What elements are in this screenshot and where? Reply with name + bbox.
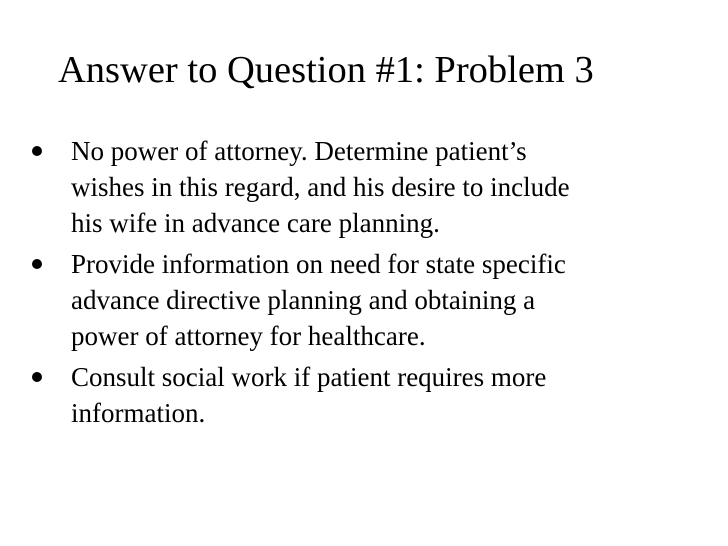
bullet-2-line-3: power of attorney for healthcare. xyxy=(71,321,426,351)
bullet-1-line-2: wishes in this regard, and his desire to include xyxy=(71,172,570,202)
bullet-2-line-2: advance directive planning and obtaining a xyxy=(71,285,536,315)
bullet-dot-icon xyxy=(32,372,42,382)
bullet-3-line-1: Consult social work if patient requires more xyxy=(71,362,547,392)
bullet-list xyxy=(25,133,715,431)
slide-title: Answer to Question #1: Problem 3 xyxy=(58,49,594,91)
bullet-2-line-1: Provide information on need for state specific xyxy=(71,249,566,279)
bullet-3-line-2: information. xyxy=(71,398,206,428)
bullet-1-line-3: his wife in advance care planning. xyxy=(71,208,440,238)
bullet-item-2 xyxy=(25,246,715,354)
bullet-item-1 xyxy=(25,133,715,241)
bullet-dot-icon xyxy=(32,146,42,156)
bullet-item-3 xyxy=(25,359,715,431)
bullet-1-line-1: No power of attorney. Determine patient’s xyxy=(71,136,527,166)
bullet-dot-icon xyxy=(32,259,42,269)
